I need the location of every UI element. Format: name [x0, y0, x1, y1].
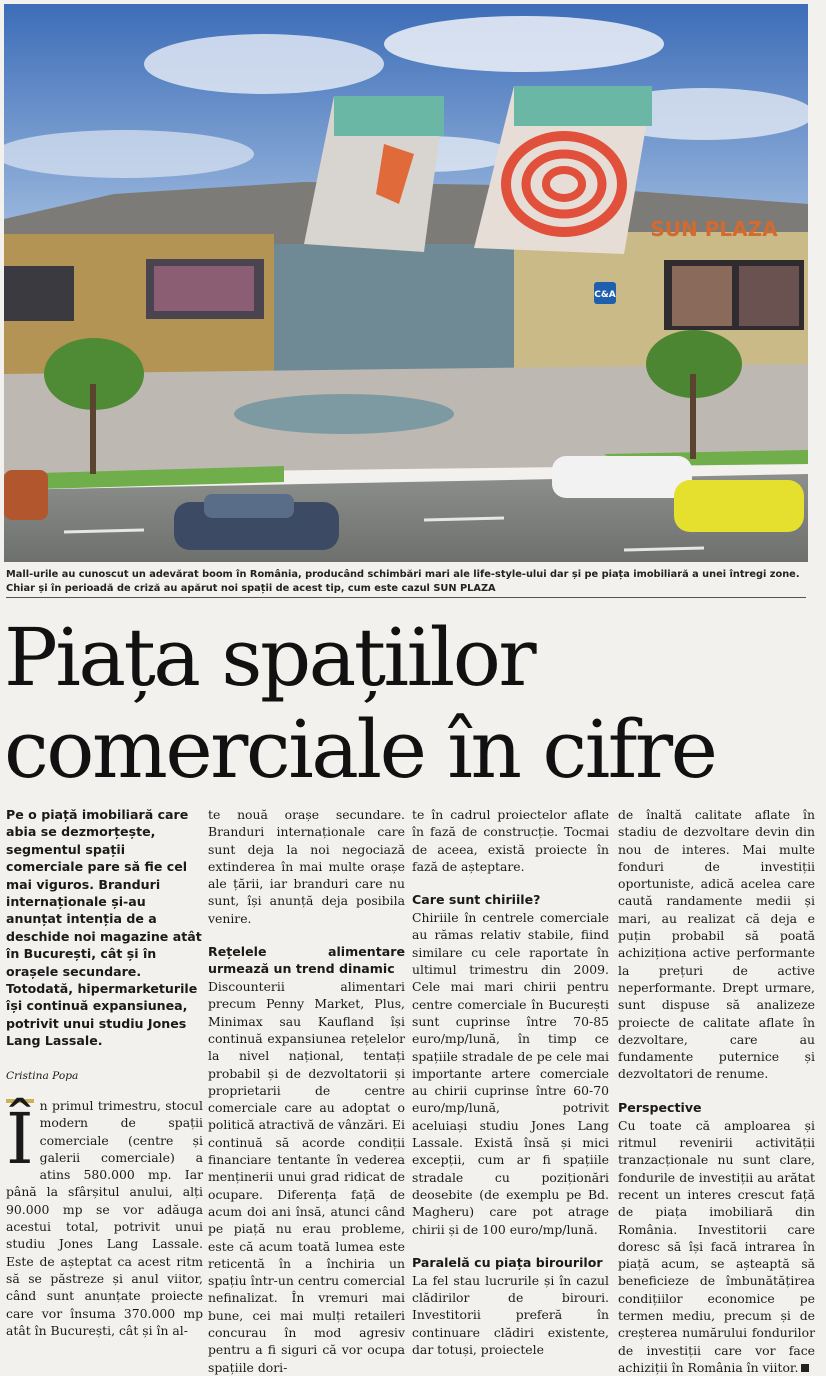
body-paragraph-6: La fel stau lucrurile și în cazul clădirilor de birouri. Investitorii preferă în continuare clădiri existente, dar totuși, proiectele	[412, 1272, 609, 1358]
headline-line-1: Piața spațiilor	[4, 611, 535, 704]
column-4	[618, 806, 815, 1376]
body-paragraph-4: te în cadrul proiectelor aflate în fază de construcție. Tocmai de aceea, există proiecte în fază de așteptare.	[412, 807, 609, 874]
caption-divider	[6, 597, 806, 598]
column-1	[6, 806, 203, 1339]
photo-caption	[6, 568, 806, 595]
body-paragraph-8	[618, 1117, 815, 1376]
column-3	[412, 806, 609, 1358]
drop-cap: Î	[6, 1097, 34, 1180]
caption-line-2: Chiar și în perioadă de criză au apărut noi spații de acest tip, cum este cazul SUN PLAZA	[6, 582, 496, 594]
subhead-retele-alimentare: Rețelele alimentare urmează un trend dinamic	[208, 944, 405, 977]
photo-sign-sun-plaza: SUN PLAZA	[650, 217, 778, 241]
subhead-birouri: Paralelă cu piața birourilor	[412, 1254, 603, 1270]
body-paragraph-1-text: n primul trimestru, stocul modern de spații comerciale (centre și galerii comerciale) a atins 580.000 mp. Iar până la sfârșitul anului, alți 90.000 mp se vor adăuga acestui total, potrivit unui studiu Jones Lang Lassale. Este de așteptat ca acest ritm să se păstreze și anul viitor, când sunt anunțate proiecte care vor însuma 370.000 mp atât în București, cât și în al-	[6, 1097, 203, 1338]
column-2	[208, 806, 405, 1376]
end-mark-icon	[801, 1364, 809, 1372]
article-photo-sun-plaza	[4, 4, 808, 562]
body-paragraph-3: Discounterii alimentari precum Penny Market, Plus, Minimax sau Kaufland își continuă expansiunea rețelelor la nivel național, tentați probabil și de dezvoltatorii și proprietarii de centre comerciale care au adoptat o politică atractivă de vânzări. Ei continuă să acorde condiții financiare tentante în vederea menținerii unui grad ridicat de ocupare. Diferența față de acum doi ani însă, atunci când pe piață nu erau probleme, este că acum toată lumea este reticentă în a închiria un spațiu într-un centru comercial nefinalizat. În vremuri mai bune, cei mai mulți retaileri concurau în mod agresiv pentru a fi siguri că vor ocupa spațiile dori-	[208, 979, 405, 1375]
photo-sign-cna: C&A	[594, 290, 616, 300]
body-paragraph-2: te nouă orașe secundare. Branduri internaționale care sunt deja la noi negociază extinderea în mai multe orașe ale țării, iar branduri care nu sunt, își anunță deja posibila venire.	[208, 807, 405, 926]
caption-line-1: Mall-urile au cunoscut un adevărat boom în România, producând schimbări mari ale life-style-ului dar și pe piața imobiliară a unei întregi zone.	[6, 569, 800, 580]
author-byline: Cristina Popa	[6, 1069, 79, 1082]
body-paragraph-7: de înaltă calitate aflate în stadiu de dezvoltare devin din nou de interes. Mai multe fonduri de investiții oportuniste, adică acelea care caută randamente medii și mari, au realizat că deja e puțin probabil să poată achiziționa active performante la prețuri de active neperformante. Drept urmare, sunt dispuse să analizeze proiecte de calitate aflate în dezvoltare, care au fundamente puternice și dezvoltatori de renume.	[618, 807, 815, 1082]
headline	[4, 612, 814, 796]
subhead-perspective: Perspective	[618, 1099, 702, 1115]
lead-paragraph: Pe o piață imobiliară care abia se dezmorțește, segmentul spații comerciale pare să fie cel mai viguros. Branduri internaționale și-au anunțat intenția de a deschide noi magazine atât în București, cât și în orașele secundare. Totodată, hipermarketurile își continuă expansiunea, potrivit unui studiu Jones Lang Lassale.	[6, 807, 202, 1049]
body-paragraph-5: Chiriile în centrele comerciale au rămas relativ stabile, fiind similare cu cele raportate în ultimul trimestru din 2009. Cele mai mari chirii pentru centre comerciale în București sunt cuprinse între 70-85 euro/mp/lună, în timp ce spațiile stradale de pe cele mai importante artere comerciale au chirii cuprinse între 60-70 euro/mp/lună, potrivit aceluiași studiu Jones Lang Lassale. Există însă și mici excepții, cum ar fi spațiile stradale cu poziționări deosebite (de exemplu pe Bd. Magheru) care pot atrage chirii și de 100 euro/mp/lună.	[412, 910, 609, 1237]
headline-line-2: comerciale în cifre	[4, 703, 716, 796]
body-paragraph-8-text: Cu toate că amploarea și ritmul revenirii activității tranzacționale nu sunt clare, fondurile de investiții au arătat recent un interes crescut față de piața imobiliară din România. Investitorii care doresc să își facă intrarea în piață acum, se așteaptă să beneficieze de îmbunătățirea condițiilor economice pe termen mediu, precum și de creșterea numărului fondurilor de investiții care vor face achiziții în România în viitor.	[618, 1117, 815, 1375]
body-paragraph-1	[6, 1097, 203, 1339]
subhead-chirii: Care sunt chiriile?	[412, 892, 541, 908]
